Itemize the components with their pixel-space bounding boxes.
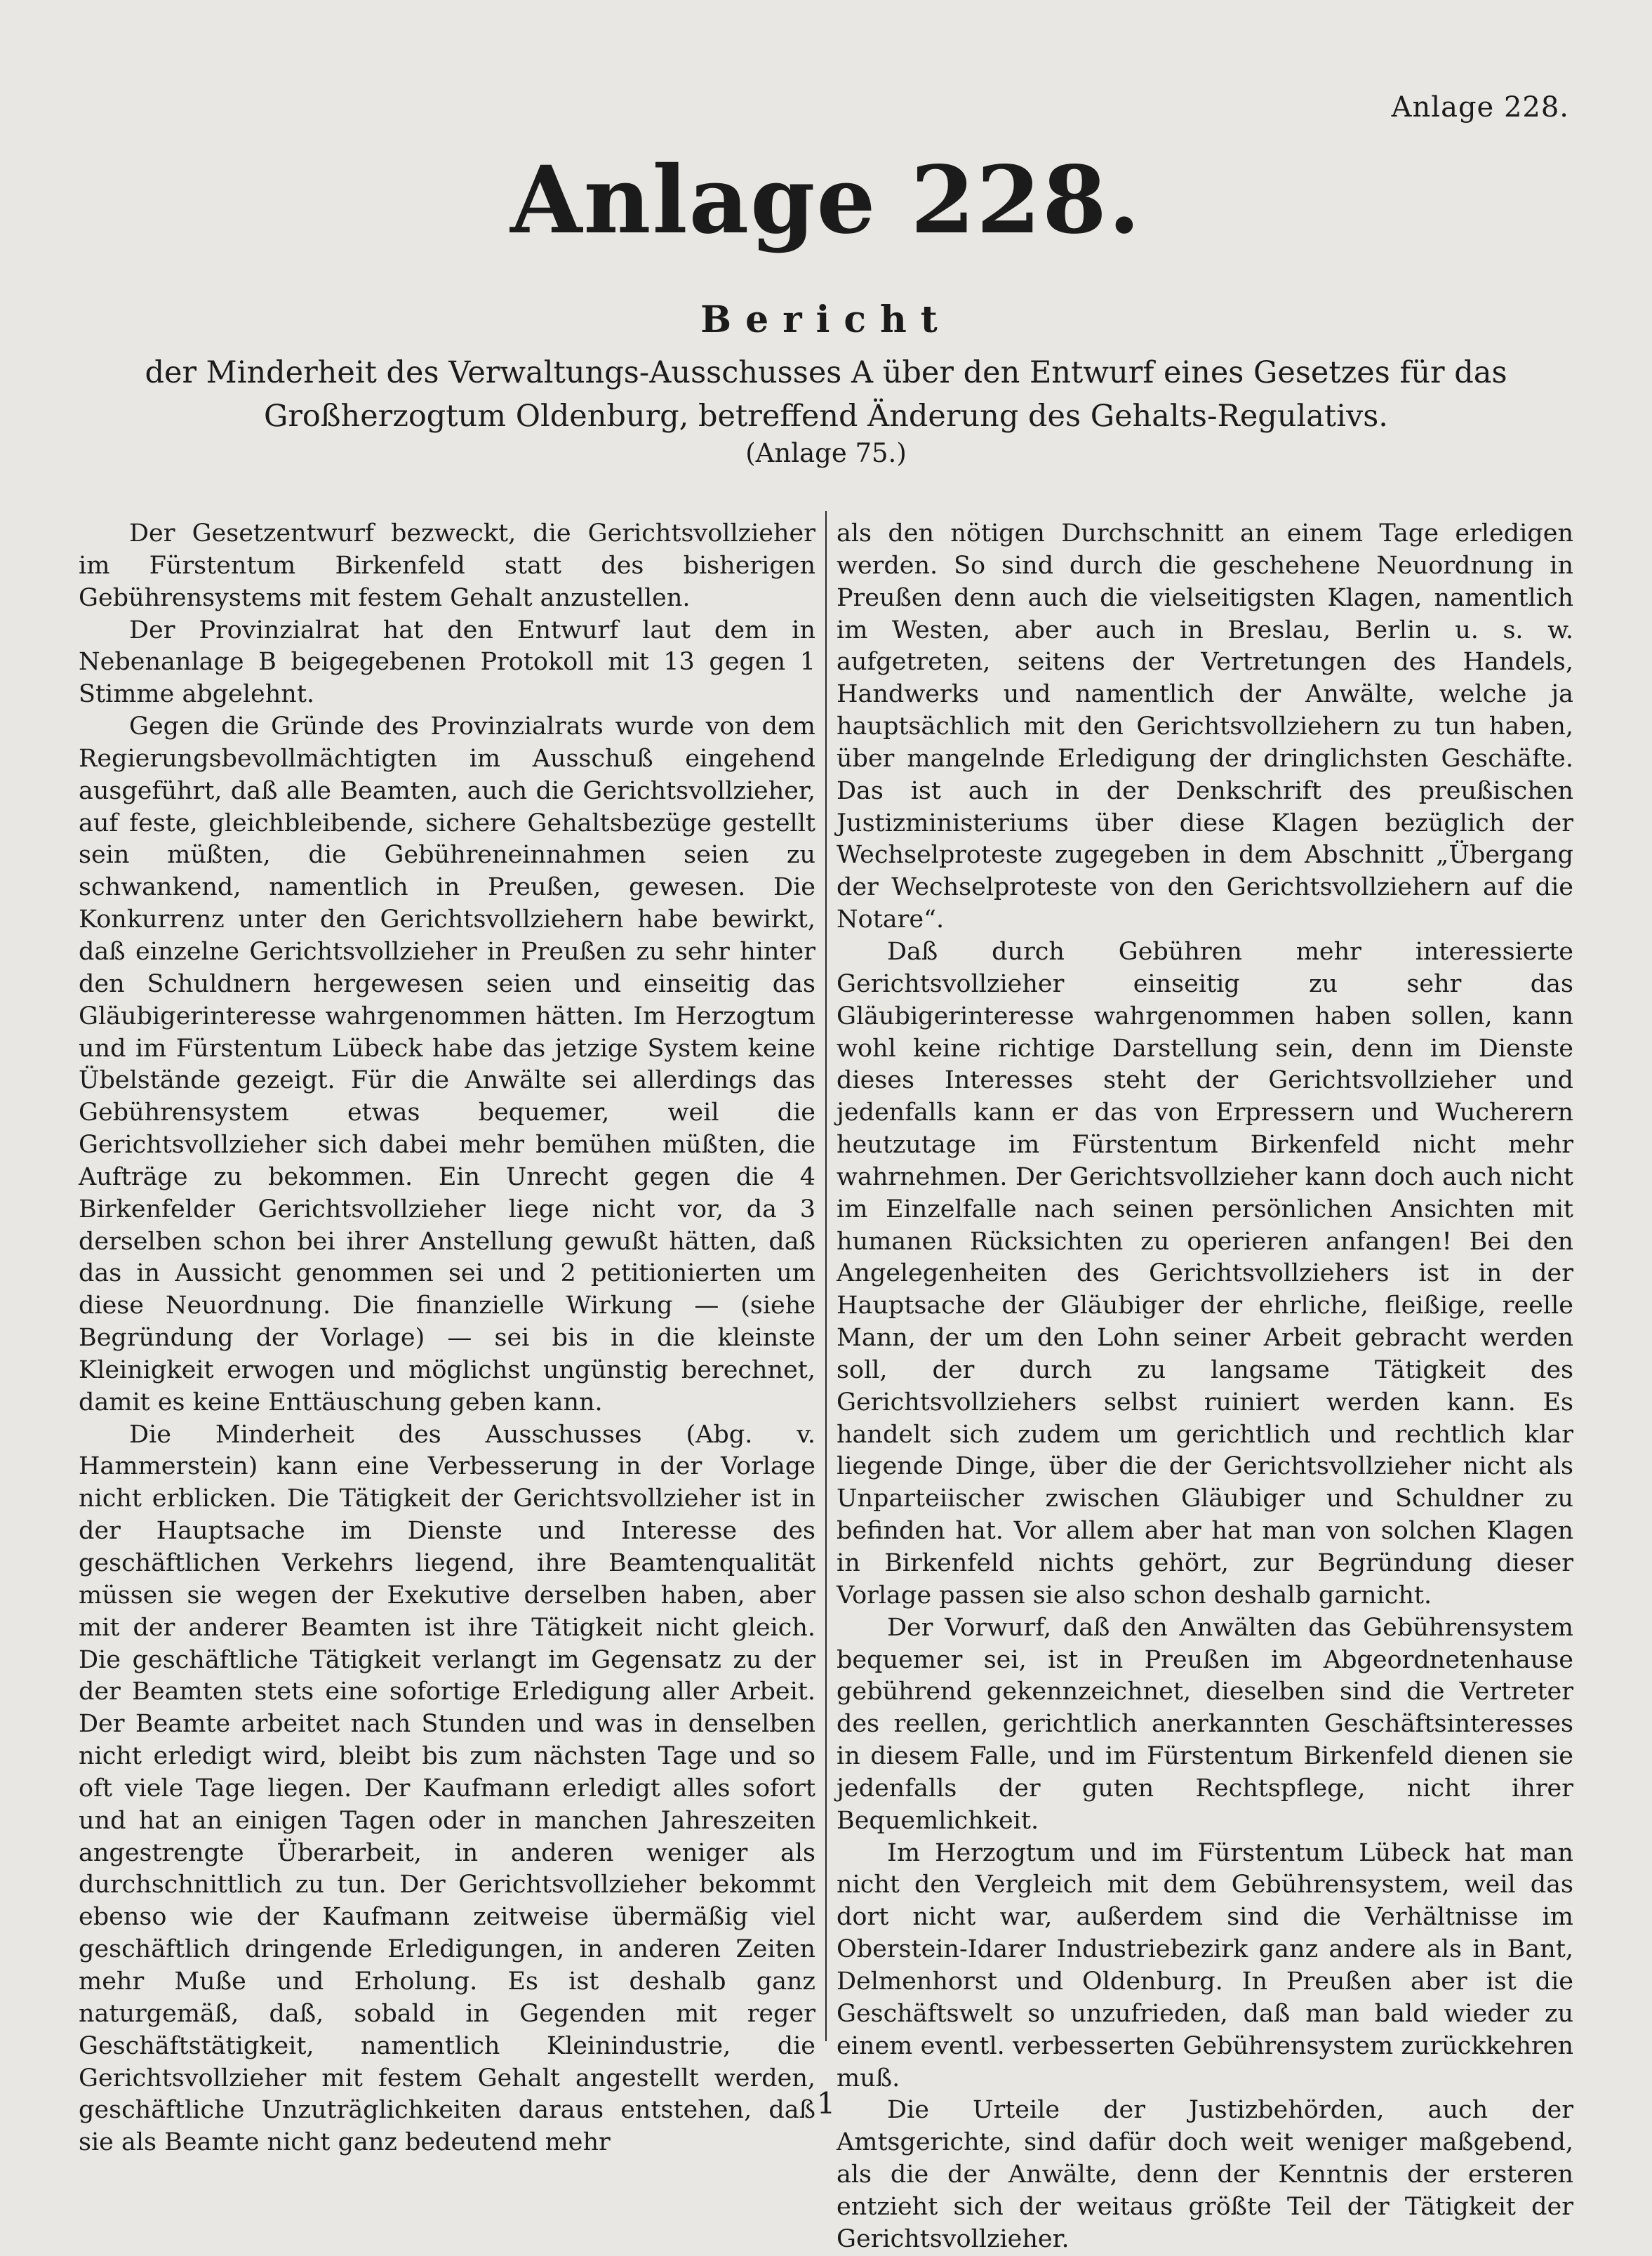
paragraph: Die Urteile der Justizbehörden, auch der Amtsgerichte, sind dafür doch weit weniger maßgebend, als die der Anwälte, denn der Kenntnis der ersteren entzieht sich der weitaus größte Teil der Tätigkeit der Gerichtsvollzieher. — [837, 2096, 1573, 2253]
report-description: der Minderheit des Verwaltungs-Ausschusses A über den Entwurf eines Gesetzes für das Großherzogtum Oldenburg, betreffend Änderung des Gehalts-Regulativs. — [145, 355, 1507, 434]
left-column — [79, 518, 815, 2159]
page-number: 1 — [816, 2086, 836, 2121]
page-title: Anlage 228. — [510, 146, 1142, 255]
paragraph: Im Herzogtum und im Fürstentum Lübeck hat man nicht den Vergleich mit dem Gebührensystem, weil das dort nicht war, außerdem sind die Verhältnisse im Oberstein-Idarer Industriebezirk ganz andere als in Bant, Delmenhorst und Oldenburg. In Preußen aber ist die Geschäftswelt so unzufrieden, daß man bald wieder zu einem eventl. verbesserten Gebührensystem zurückkehren muß. — [837, 1838, 1573, 2092]
column-divider — [825, 511, 827, 2041]
paragraph: Daß durch Gebühren mehr interessierte Gerichtsvollzieher einseitig zu sehr das Gläubigerinteresse wahrgenommen haben sollen, kann wohl keine richtige Darstellung sein, denn im Dienste dieses Interesses steht der Gerichtsvollzieher und jedenfalls kann er das von Erpressern und Wucherern heutzutage im Fürstentum Birkenfeld nicht mehr wahrnehmen. Der Gerichtsvollzieher kann doch auch nicht im Einzelfalle nach seinen persönlichen Ansichten mit humanen Rücksichten zu operieren anfangen! Bei den Angelegenheiten des Gerichtsvollziehers ist in der Hauptsache der Gläubiger der ehrliche, fleißige, reelle Mann, der um den Lohn seiner Arbeit gebracht werden soll, der durch zu langsame Tätigkeit des Gerichtsvollziehers selbst ruiniert werden kann. Es handelt sich zudem um gerichtlich und rechtlich klar liegende Dinge, über die der Gerichtsvollzieher nicht als Unparteiischer zwischen Gläubiger und Schuldner zu befinden hat. Vor allem aber hat man von solchen Klagen in Birkenfeld nichts gehört, zur Begründung dieser Vorlage passen sie also schon deshalb garnicht. — [837, 937, 1573, 1610]
right-column — [837, 518, 1573, 2256]
paragraph: Die Minderheit des Ausschusses (Abg. v. Hammerstein) kann eine Verbesserung in der Vorlage nicht erblicken. Die Tätigkeit der Gerichtsvollzieher ist in der Hauptsache im Dienste und Interesse des geschäftlichen Verkehrs liegend, ihre Beamtenqualität müssen sie wegen der Exekutive derselben haben, aber mit der anderer Beamten ist ihre Tätigkeit nicht gleich. Die geschäftliche Tätigkeit verlangt im Gegensatz zu der der Beamten stets eine sofortige Erledigung aller Arbeit. Der Beamte arbeitet nach Stunden und was in denselben nicht erledigt wird, bleibt bis zum nächsten Tage und so oft viele Tage liegen. Der Kaufmann erledigt alles sofort und hat an einigen Tagen oder in manchen Jahreszeiten angestrengte Überarbeit, in anderen weniger als durchschnittlich zu tun. Der Gerichtsvollzieher bekommt ebenso wie der Kaufmann zeitweise übermäßig viel geschäftlich dringende Erledigungen, in anderen Zeiten mehr Muße und Erholung. Es ist deshalb ganz naturgemäß, daß, sobald in Gegenden mit reger Geschäftstätigkeit, namentlich Kleinindustrie, die Gerichtsvollzieher mit festem Gehalt angestellt werden, geschäftliche Unzuträglichkeiten daraus entstehen, daß sie als Beamte nicht ganz bedeutend mehr — [79, 1420, 815, 2157]
paragraph: Der Gesetzentwurf bezweckt, die Gerichtsvollzieher im Fürstentum Birkenfeld statt des bisherigen Gebührensystems mit festem Gehalt anzustellen. — [79, 519, 815, 612]
paragraph: Gegen die Gründe des Provinzialrats wurde von dem Regierungsbevollmächtigten im Ausschuß eingehend ausgeführt, daß alle Beamten, auch die Gerichtsvollzieher, auf feste, gleichbleibende, sichere Gehaltsbezüge gestellt sein müßten, die Gebühreneinnahmen seien zu schwankend, namentlich in Preußen, gewesen. Die Konkurrenz unter den Gerichtsvollziehern habe bewirkt, daß einzelne Gerichtsvollzieher in Preußen zu sehr hinter den Schuldnern hergewesen seien und einseitig das Gläubigerinteresse wahrgenommen hätten. Im Herzogtum und im Fürstentum Lübeck habe das jetzige System keine Übelstände gezeigt. Für die Anwälte sei allerdings das Gebührensystem etwas bequemer, weil die Gerichtsvollzieher sich dabei mehr bemühen müßten, die Aufträge zu bekommen. Ein Unrecht gegen die 4 Birkenfelder Gerichtsvollzieher liege nicht vor, da 3 derselben schon bei ihrer Anstellung gewußt hätten, daß das in Aussicht genommen sei und 2 petitionierten um diese Neuordnung. Die finanzielle Wirkung — (siehe Begründung der Vorlage) — sei bis in die kleinste Kleinigkeit erwogen und möglichst ungünstig berechnet, damit es keine Enttäuschung geben kann. — [79, 712, 815, 1416]
paragraph: Der Vorwurf, daß den Anwälten das Gebührensystem bequemer sei, ist in Preußen im Abgeordnetenhause gebührend gekennzeichnet, dieselben sind die Vertreter des reellen, gerichtlich anerkannten Geschäftsinteresses in diesem Falle, und im Fürstentum Birkenfeld dienen sie jedenfalls der guten Rechtspflege, nicht ihrer Bequemlichkeit. — [837, 1613, 1573, 1835]
annex-reference: (Anlage 75.) — [745, 438, 907, 468]
report-heading: Bericht — [700, 298, 952, 341]
paragraph: Der Provinzialrat hat den Entwurf laut dem in Nebenanlage B beigegebenen Protokoll mit 13 gegen 1 Stimme abgelehnt. — [79, 616, 815, 709]
paragraph: als den nötigen Durchschnitt an einem Tage erledigen werden. So sind durch die geschehene Neuordnung in Preußen denn auch die vielseitigsten Klagen, namentlich im Westen, aber auch in Breslau, Berlin u. s. w. aufgetreten, seitens der Vertretungen des Handels, Handwerks und namentlich der Anwälte, welche ja hauptsächlich mit den Gerichtsvollziehern zu tun haben, über mangelnde Erledigung der dringlichsten Geschäfte. Das ist auch in der Denkschrift des preußischen Justizministeriums über diese Klagen bezüglich der Wechselproteste zugegeben in dem Abschnitt „Übergang der Wechselproteste von den Gerichtsvollziehern auf die Notare“. — [837, 519, 1573, 934]
running-header: Anlage 228. — [1391, 91, 1569, 124]
